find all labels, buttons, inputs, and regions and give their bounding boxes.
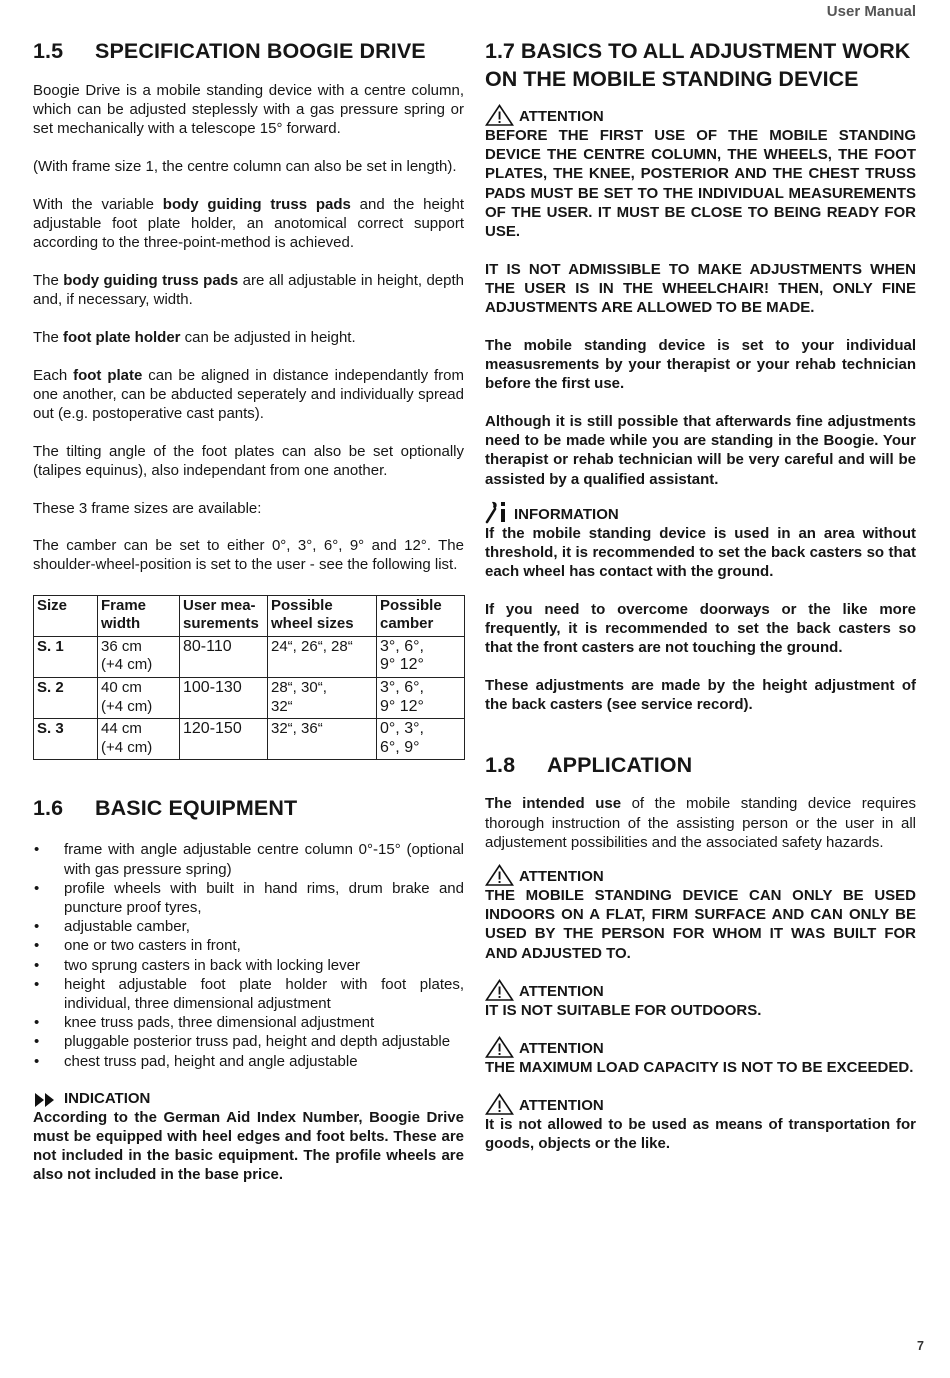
warning-text: THE MAXIMUM LOAD CAPACITY IS NOT TO BE EXCEEDED. — [485, 1059, 914, 1076]
attention-heading — [485, 1036, 916, 1058]
list-item: • frame with angle adjustable centre column 0°-15° (optional with gas pressure spring) — [34, 841, 464, 878]
table-cell: 28“, 30“, 32“ — [268, 678, 377, 719]
attention-label: ATTENTION — [519, 1097, 604, 1115]
table-cell: 3°, 6°, 9° 12° — [377, 636, 465, 677]
warning-triangle-icon — [485, 1093, 514, 1115]
table-cell: 36 cm (+4 cm) — [98, 636, 180, 677]
list-item: • pluggable posterior truss pad, height and depth adjustable — [34, 1033, 451, 1051]
paragraph: The camber can be set to either 0°, 3°, 6°, 9° and 12°. The shoulder-wheel-position is set to the user - see the following list. — [33, 537, 464, 574]
information-text: If you need to overcome doorways or the like more frequently, it is recommended to set the back casters so that the front casters are not touching the ground. — [485, 600, 916, 657]
indication-heading — [33, 1086, 464, 1108]
paragraph: The foot plate holder can be adjusted in height. — [33, 328, 356, 346]
page-number: 7 — [917, 1339, 924, 1353]
table-row — [34, 719, 465, 760]
section-title: BASICS TO ALL ADJUSTMENT WORK — [520, 39, 911, 63]
tool-info-icon — [485, 500, 509, 524]
paragraph: The tilting angle of the foot plates can also be set optionally (talipes equinus), also independant from one another. — [33, 442, 464, 479]
information-label: INFORMATION — [514, 505, 619, 523]
warning-text: The mobile standing device is set to your individual measusrements by your therapist or your rehab technician before the first use. — [485, 336, 916, 393]
table-header-cell: Possible wheel sizes — [268, 595, 377, 636]
list-item: • adjustable camber, — [34, 918, 190, 936]
section-1-8-heading — [485, 752, 916, 779]
section-1-6-heading — [33, 795, 464, 822]
warning-text: IT IS NOT ADMISSIBLE TO MAKE ADJUSTMENTS WHEN THE USER IS IN THE WHEELCHAIR! THEN, ONLY FINE ADJUSTMENTS ARE ALLOWED TO BE MADE. — [485, 260, 916, 317]
warning-text: Although it is still possible that afterwards fine adjustments need to be made while you are standing in the Boogie. Your therapist or rehab technician will be very careful and will be assisted by a qualified assistant. — [485, 412, 916, 488]
section-1-7-heading — [485, 38, 916, 93]
table-row — [34, 678, 465, 719]
double-arrow-icon — [33, 1092, 59, 1108]
left-column — [33, 38, 464, 1185]
table-cell: 40 cm (+4 cm) — [98, 678, 180, 719]
warning-text: THE MOBILE STANDING DEVICE CAN ONLY BE USED INDOORS ON A FLAT, FIRM SURFACE AND CAN ONLY BE USED BY THE PERSON FOR WHOM IT WAS BUILT FOR AND ADJUSTED TO. — [485, 886, 916, 962]
list-item: • one or two casters in front, — [34, 937, 241, 955]
list-item: • height adjustable foot plate holder with foot plates, individual, three dimensional adjustment — [34, 975, 464, 1013]
paragraph: Each foot plate can be aligned in distance independantly from one another, can be abducted seperately and individually spread out (e.g. postoperative cast pants). — [33, 366, 464, 422]
table-cell: 120-150 — [180, 719, 268, 760]
paragraph: (With frame size 1, the centre column can also be set in length). — [33, 158, 457, 176]
table-cell: S. 2 — [34, 678, 98, 719]
warning-triangle-icon — [485, 864, 514, 886]
table-cell: 80-110 — [180, 636, 268, 677]
right-column — [485, 38, 916, 1154]
information-text: If the mobile standing device is used in an area without threshold, it is recommended to set the back casters so that each wheel has contact with the ground. — [485, 524, 916, 581]
table-header-cell: Size — [34, 595, 98, 636]
section-number: 1.8 — [485, 753, 516, 778]
table-cell: 0°, 3°, 6°, 9° — [377, 719, 465, 760]
table-header-cell: Possible camber — [377, 595, 465, 636]
section-1-5-heading — [33, 38, 464, 65]
warning-text: It is not allowed to be used as means of transportation for goods, objects or the like. — [485, 1116, 916, 1153]
attention-label: ATTENTION — [519, 1040, 604, 1057]
table-row — [34, 636, 465, 677]
paragraph: The intended use of the mobile standing device requires thorough instruction of the assisting person or the user in all adjustement possibilities and the associated safety hazards. — [485, 795, 916, 851]
attention-label: ATTENTION — [519, 867, 604, 885]
paragraph: The body guiding truss pads are all adjustable in height, depth and, if necessary, width. — [33, 271, 465, 309]
section-title: APPLICATION — [547, 753, 693, 778]
frame-size-table — [33, 595, 465, 761]
warning-triangle-icon — [485, 1036, 514, 1058]
table-header-cell: Frame width — [98, 595, 180, 636]
information-heading — [485, 502, 916, 524]
table-header-cell: User mea-surements — [180, 595, 268, 636]
equipment-list — [33, 840, 464, 1070]
warning-text: IT IS NOT SUITABLE FOR OUTDOORS. — [485, 1001, 762, 1019]
attention-heading — [485, 104, 916, 126]
table-cell: 44 cm (+4 cm) — [98, 719, 180, 760]
list-item: • knee truss pads, three dimensional adjustment — [34, 1014, 375, 1032]
paragraph: These 3 frame sizes are available: — [33, 499, 262, 517]
section-title: BASIC EQUIPMENT — [95, 796, 298, 821]
table-cell: 100-130 — [180, 678, 268, 719]
attention-heading — [485, 979, 916, 1001]
table-cell: 24“, 26“, 28“ — [268, 636, 377, 677]
warning-triangle-icon — [485, 104, 514, 126]
section-number: 1.6 — [33, 796, 64, 821]
section-number: 1.5 — [33, 39, 64, 63]
running-header: User Manual — [826, 3, 916, 20]
table-cell: 3°, 6°, 9° 12° — [377, 678, 465, 719]
information-text: These adjustments are made by the height adjustment of the back casters (see service record). — [485, 676, 916, 714]
indication-label: INDICATION — [64, 1089, 151, 1107]
section-title: ON THE MOBILE STANDING DEVICE — [485, 66, 859, 91]
indication-text: According to the German Aid Index Number, Boogie Drive must be equipped with heel edges and foot belts. These are not included in the basic equipment. The profile wheels are also not included in the base price. — [33, 1108, 464, 1184]
table-cell: S. 3 — [34, 719, 98, 760]
paragraph: Boogie Drive is a mobile standing device with a centre column, which can be adjusted steplessly with a gas pressure spring or set mechanically with a telescope 15° forward. — [33, 82, 464, 138]
attention-label: ATTENTION — [519, 982, 604, 1000]
attention-label: ATTENTION — [519, 108, 604, 125]
list-item: • two sprung casters in back with locking lever — [34, 956, 360, 974]
table-cell: S. 1 — [34, 636, 98, 677]
list-item: • profile wheels with built in hand rims, drum brake and puncture proof tyres, — [34, 879, 464, 917]
warning-text: BEFORE THE FIRST USE OF THE MOBILE STANDING DEVICE THE CENTRE COLUMN, THE WHEELS, THE FOOT PLATES, THE KNEE, POSTERIOR AND THE CHEST TRUSS PADS MUST BE SET TO THE INDIVIDUAL MEASUREMENTS OF THE USER. IT MUST BE CLOSE TO BEING READY FOR USE. — [485, 127, 916, 241]
table-header-row — [34, 595, 465, 636]
attention-heading — [485, 1093, 916, 1115]
warning-triangle-icon — [485, 979, 514, 1001]
attention-heading — [485, 864, 916, 886]
table-cell: 32“, 36“ — [268, 719, 377, 760]
paragraph: With the variable body guiding truss pads and the height adjustable foot plate holder, an anotomical correct support according to the three-point-method is achieved. — [33, 195, 464, 252]
section-title: SPECIFICATION BOOGIE DRIVE — [95, 39, 426, 63]
list-item: • chest truss pad, height and angle adjustable — [34, 1052, 358, 1070]
section-number: 1.7 — [485, 39, 515, 63]
